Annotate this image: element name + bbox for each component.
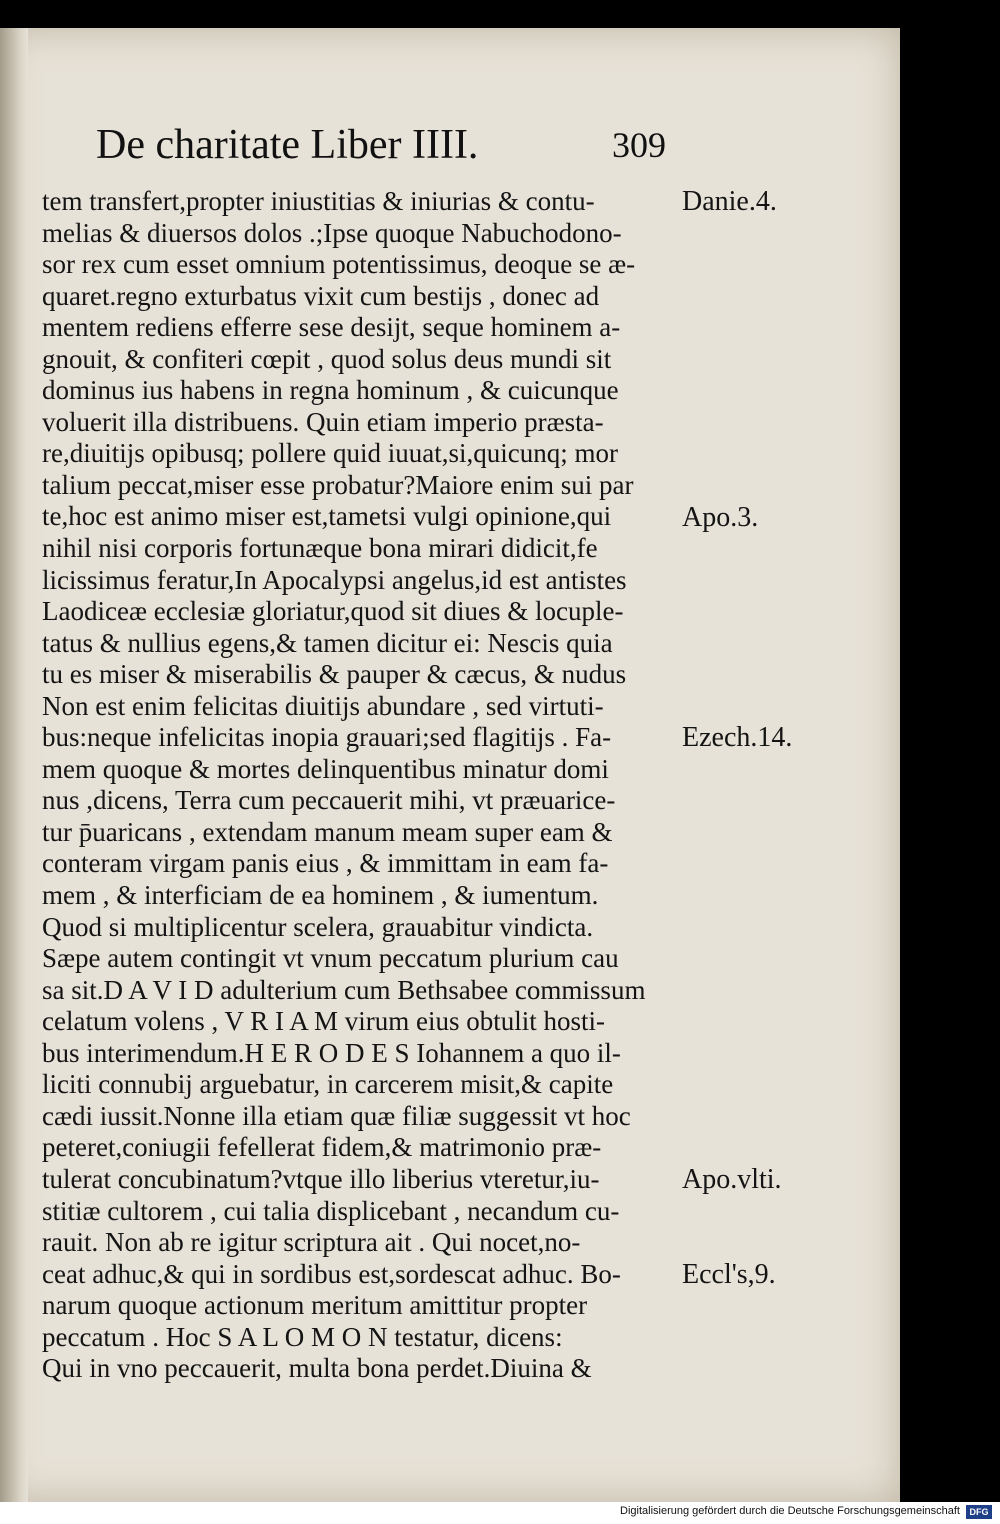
text-line: bus:neque infelicitas inopia grauari;sed flagitijs . Fa- <box>42 722 612 753</box>
page-spine-shadow <box>0 28 28 1502</box>
text-line: gnouit, & confiteri cœpit , quod solus deus mundi sit <box>42 343 612 374</box>
text-line: voluerit illa distribuens. Quin etiam imperio præsta- <box>42 406 604 437</box>
text-line: licissimus feratur,In Apocalypsi angelus,id est antistes <box>42 564 627 595</box>
margin-note: Apo.3. <box>682 501 759 533</box>
margin-note: Eccl's,9. <box>682 1258 776 1290</box>
text-line: Sæpe autem contingit vt vnum peccatum plurium cau <box>42 943 619 974</box>
text-line: conteram virgam panis eius , & immittam in eam fa- <box>42 848 609 879</box>
text-line: tur p̄uaricans , extendam manum meam super eam & <box>42 816 613 847</box>
text-line: peteret,coniugii fefellerat fidem,& matrimonio præ- <box>42 1132 602 1163</box>
text-line: rauit. Non ab re igitur scriptura ait . Qui nocet,no- <box>42 1227 581 1258</box>
text-line: cædi iussit.Nonne illa etiam quæ filiæ suggessit vt hoc <box>42 1100 631 1131</box>
running-header <box>96 110 686 180</box>
text-line: sa sit.D A V I D adulterium cum Bethsabee commissum <box>42 974 646 1005</box>
text-line: nus ,dicens, Terra cum peccauerit mihi, vt præuarice- <box>42 785 616 816</box>
funding-credit: Digitalisierung gefördert durch die Deutsche Forschungsgemeinschaft <box>620 1505 960 1517</box>
text-line: talium peccat,miser esse probatur?Maiore enim sui par <box>42 469 634 500</box>
text-line: melias & diuersos dolos .;Ipse quoque Nabuchodono- <box>42 217 622 248</box>
footer-bar <box>0 1502 1000 1524</box>
text-line: bus interimendum.H E R O D E S Iohannem a quo il- <box>42 1037 621 1068</box>
book-page <box>0 28 900 1502</box>
text-line: re,diuitijs opibusq; pollere quid iuuat,si,quicunq; mor <box>42 438 618 469</box>
main-text-block <box>42 186 682 1385</box>
text-line: mem quoque & mortes delinquentibus minatur domi <box>42 753 609 784</box>
page-number: 309 <box>612 125 666 165</box>
text-line: stitiæ cultorem , cui talia displicebant , necandum cu- <box>42 1195 620 1226</box>
text-line: peccatum . Hoc S A L O M O N testatur, dicens: <box>42 1321 563 1352</box>
text-line: tem transfert,propter iniustitias & iniurias & contu- <box>42 186 595 216</box>
text-line: te,hoc est animo miser est,tametsi vulgi opinione,qui <box>42 501 612 532</box>
text-line: ceat adhuc,& qui in sordibus est,sordescat adhuc. Bo- <box>42 1258 621 1289</box>
dfg-logo: DFG <box>966 1505 992 1519</box>
margin-note: Danie.4. <box>682 186 777 217</box>
margin-note: Ezech.14. <box>682 722 793 754</box>
text-line: Qui in vno peccauerit, multa bona perdet.Diuina & <box>42 1353 592 1384</box>
text-line: celatum volens , V R I A M virum eius obtulit hosti- <box>42 1006 605 1037</box>
text-line: quaret.regno exturbatus vixit cum bestijs , donec ad <box>42 280 600 311</box>
text-line: tulerat concubinatum?vtque illo liberius vteretur,iu- <box>42 1163 600 1194</box>
text-line: Quod si multiplicentur scelera, grauabitur vindicta. <box>42 911 594 942</box>
running-title: De charitate Liber IIII. <box>96 122 479 168</box>
text-line: dominus ius habens in regna hominum , & cuicunque <box>42 375 619 406</box>
text-line: tatus & nullius egens,& tamen dicitur ei: Nescis quia <box>42 627 613 658</box>
text-line: tu es miser & miserabilis & pauper & cæcus, & nudus <box>42 659 627 690</box>
text-line: Non est enim felicitas diuitijs abundare , sed virtuti- <box>42 690 604 721</box>
text-line: mem , & interficiam de ea hominem , & iumentum. <box>42 880 599 911</box>
text-line: liciti connubij arguebatur, in carcerem misit,& capite <box>42 1069 614 1100</box>
text-line: sor rex cum esset omnium potentissimus, deoque se æ- <box>42 249 636 280</box>
text-line: Laodiceæ ecclesiæ gloriatur,quod sit diues & locuple- <box>42 596 624 627</box>
text-line: narum quoque actionum meritum amittitur propter <box>42 1290 588 1321</box>
margin-note: Apo.vlti. <box>682 1164 782 1196</box>
text-line: mentem rediens efferre sese desijt, seque hominem a- <box>42 312 621 343</box>
text-line: nihil nisi corporis fortunæque bona mirari didicit,fe <box>42 533 598 564</box>
